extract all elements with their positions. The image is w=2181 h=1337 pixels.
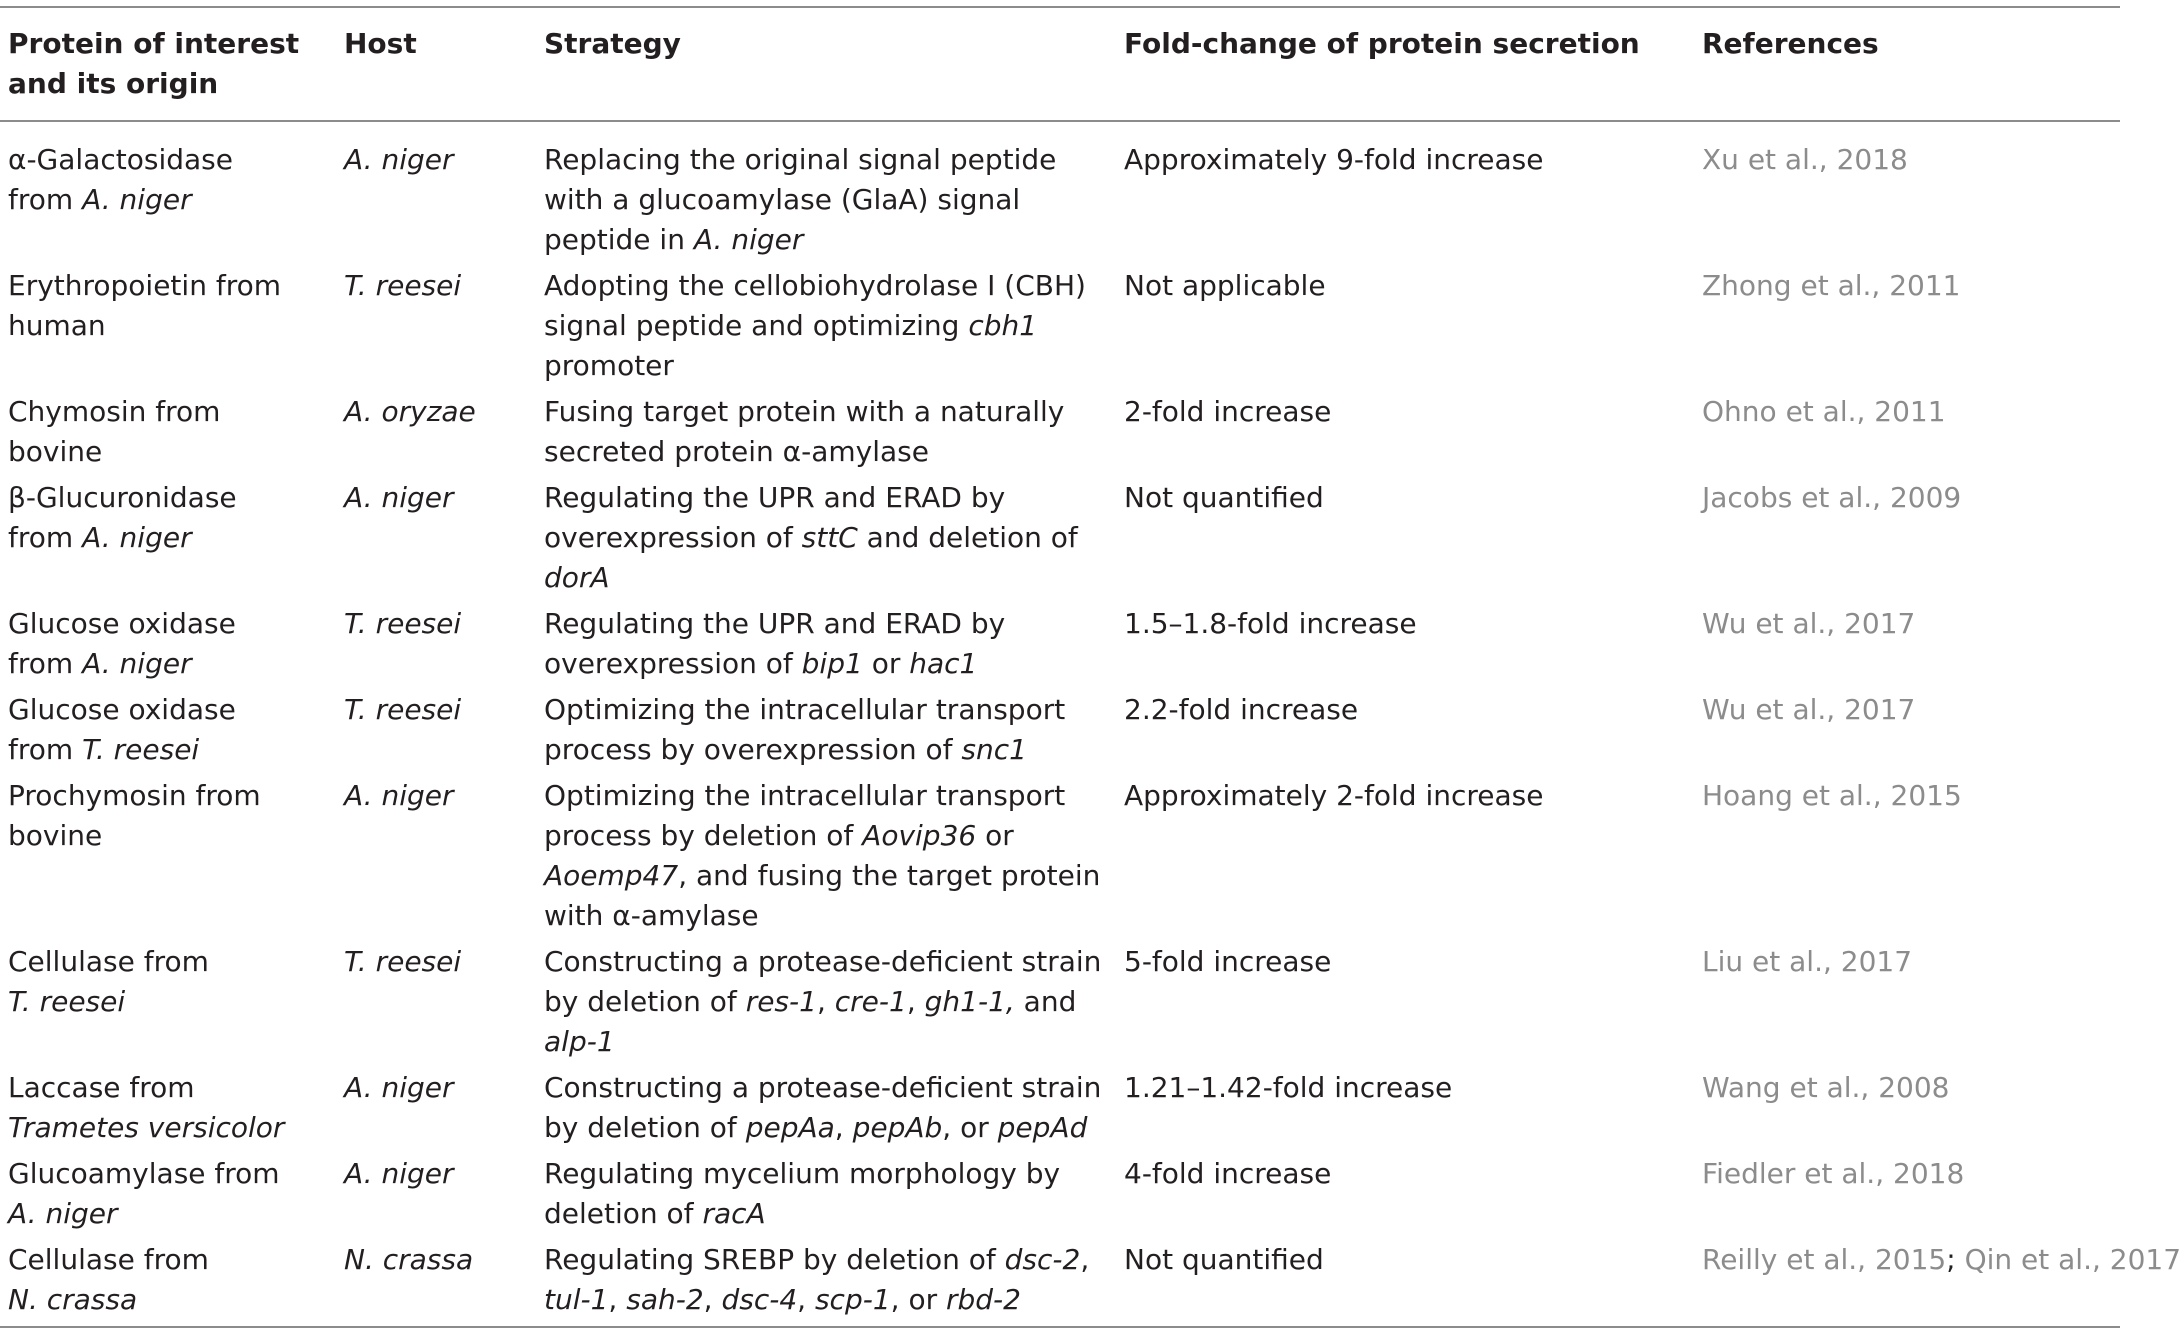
strategy-cell: Constructing a protease-deficient strain by deletion of res-1, cre-1, gh1-1, and alp-1 bbox=[544, 945, 1102, 1058]
host-cell: N. crassa bbox=[344, 1243, 474, 1276]
table-row bbox=[0, 942, 2120, 1068]
host-cell: A. niger bbox=[344, 143, 454, 176]
reference-link[interactable]: Wang et al., 2008 bbox=[1702, 1071, 1950, 1104]
protein-cell: α-Galactosidase from A. niger bbox=[8, 143, 233, 216]
fold-change-cell: 2.2-fold increase bbox=[1124, 693, 1359, 726]
table-row bbox=[0, 690, 2120, 776]
table-row bbox=[0, 266, 2120, 392]
fold-change-cell: Not quantified bbox=[1124, 481, 1324, 514]
host-cell: T. reesei bbox=[344, 945, 462, 978]
reference-link[interactable]: Qin et al., 2017 bbox=[1964, 1243, 2181, 1276]
reference-cell: Reilly et al., 2015; Qin et al., 2017 bbox=[1702, 1243, 2181, 1276]
fold-change-cell: 4-fold increase bbox=[1124, 1157, 1332, 1190]
strategy-cell: Optimizing the intracellular transport process by deletion of Aovip36 or Aoemp47, and fusing the target protein with α-amylase bbox=[544, 779, 1101, 932]
host-cell: A. niger bbox=[344, 779, 454, 812]
header-strategy: Strategy bbox=[544, 27, 681, 60]
protein-cell: Chymosin from bovine bbox=[8, 395, 221, 468]
protein-cell: Glucose oxidase from T. reesei bbox=[8, 693, 236, 766]
strategy-cell: Adopting the cellobiohydrolase I (CBH) signal peptide and optimizing cbh1 promoter bbox=[544, 269, 1086, 382]
reference-link[interactable]: Liu et al., 2017 bbox=[1702, 945, 1913, 978]
fold-change-cell: 1.5–1.8-fold increase bbox=[1124, 607, 1417, 640]
reference-cell bbox=[1694, 392, 2120, 478]
reference-cell bbox=[1694, 776, 2120, 942]
reference-cell bbox=[1694, 478, 2120, 604]
table-row bbox=[0, 1154, 2120, 1240]
reference-link[interactable]: Wu et al., 2017 bbox=[1702, 607, 1916, 640]
table-body bbox=[0, 121, 2181, 1327]
protein-secretion-table bbox=[0, 6, 2181, 1328]
reference-link[interactable]: Xu et al., 2018 bbox=[1702, 143, 1908, 176]
reference-cell bbox=[1694, 121, 2120, 266]
fold-change-cell: 1.21–1.42-fold increase bbox=[1124, 1071, 1453, 1104]
reference-cell bbox=[1694, 690, 2120, 776]
reference-cell bbox=[1694, 266, 2120, 392]
table-row bbox=[0, 776, 2120, 942]
fold-change-cell: 2-fold increase bbox=[1124, 395, 1332, 428]
strategy-cell: Regulating the UPR and ERAD by overexpression of bip1 or hac1 bbox=[544, 607, 1006, 680]
strategy-cell: Replacing the original signal peptide with a glucoamylase (GlaA) signal peptide in A. niger bbox=[544, 143, 1057, 256]
host-cell: A. niger bbox=[344, 1157, 454, 1190]
reference-link[interactable]: Ohno et al., 2011 bbox=[1702, 395, 1946, 428]
table-row bbox=[0, 392, 2120, 478]
protein-cell: Cellulase from N. crassa bbox=[8, 1243, 209, 1316]
reference-link[interactable]: Wu et al., 2017 bbox=[1702, 693, 1916, 726]
host-cell: A. niger bbox=[344, 1071, 454, 1104]
header-fold-change: Fold-change of protein secretion bbox=[1124, 27, 1640, 60]
strategy-cell: Constructing a protease-deficient strain by deletion of pepAa, pepAb, or pepAd bbox=[544, 1071, 1102, 1144]
protein-cell: β-Glucuronidase from A. niger bbox=[8, 481, 237, 554]
host-cell: T. reesei bbox=[344, 269, 462, 302]
reference-link[interactable]: Reilly et al., 2015 bbox=[1702, 1243, 1947, 1276]
fold-change-cell: Approximately 9-fold increase bbox=[1124, 143, 1544, 176]
header-row bbox=[0, 7, 2120, 121]
reference-link[interactable]: Hoang et al., 2015 bbox=[1702, 779, 1962, 812]
protein-cell: Prochymosin from bovine bbox=[8, 779, 261, 852]
fold-change-cell: Approximately 2-fold increase bbox=[1124, 779, 1544, 812]
reference-cell bbox=[1694, 604, 2120, 690]
reference-link[interactable]: Zhong et al., 2011 bbox=[1702, 269, 1961, 302]
header-references: References bbox=[1702, 27, 1879, 60]
reference-cell bbox=[1694, 1068, 2120, 1154]
strategy-cell: Regulating mycelium morphology by deletion of racA bbox=[544, 1157, 1061, 1230]
protein-cell: Cellulase from T. reesei bbox=[8, 945, 209, 1018]
table-row bbox=[0, 121, 2120, 266]
host-cell: T. reesei bbox=[344, 607, 462, 640]
reference-cell bbox=[1694, 1154, 2120, 1240]
strategy-cell: Optimizing the intracellular transport process by overexpression of snc1 bbox=[544, 693, 1066, 766]
host-cell: A. oryzae bbox=[344, 395, 476, 428]
table-header bbox=[0, 7, 2120, 121]
fold-change-cell: 5-fold increase bbox=[1124, 945, 1332, 978]
header-host: Host bbox=[344, 27, 417, 60]
protein-cell: Glucose oxidase from A. niger bbox=[8, 607, 236, 680]
reference-cell bbox=[1694, 942, 2120, 1068]
reference-link[interactable]: Jacobs et al., 2009 bbox=[1702, 481, 1962, 514]
host-cell: A. niger bbox=[344, 481, 454, 514]
header-protein: Protein of interest and its origin bbox=[8, 27, 300, 100]
protein-cell: Erythropoietin from human bbox=[8, 269, 281, 342]
table-row bbox=[0, 478, 2120, 604]
table-row bbox=[0, 1068, 2120, 1154]
table-row bbox=[0, 1240, 2120, 1327]
strategy-cell: Regulating SREBP by deletion of dsc-2, tul-1, sah-2, dsc-4, scp-1, or rbd-2 bbox=[544, 1243, 1090, 1316]
strategy-cell: Regulating the UPR and ERAD by overexpression of sttC and deletion of dorA bbox=[544, 481, 1078, 594]
table-row bbox=[0, 604, 2120, 690]
strategy-cell: Fusing target protein with a naturally secreted protein α-amylase bbox=[544, 395, 1065, 468]
protein-cell: Glucoamylase from A. niger bbox=[8, 1157, 280, 1230]
host-cell: T. reesei bbox=[344, 693, 462, 726]
protein-cell: Laccase from Trametes versicolor bbox=[8, 1071, 285, 1144]
fold-change-cell: Not applicable bbox=[1124, 269, 1326, 302]
fold-change-cell: Not quantified bbox=[1124, 1243, 1324, 1276]
reference-link[interactable]: Fiedler et al., 2018 bbox=[1702, 1157, 1965, 1190]
